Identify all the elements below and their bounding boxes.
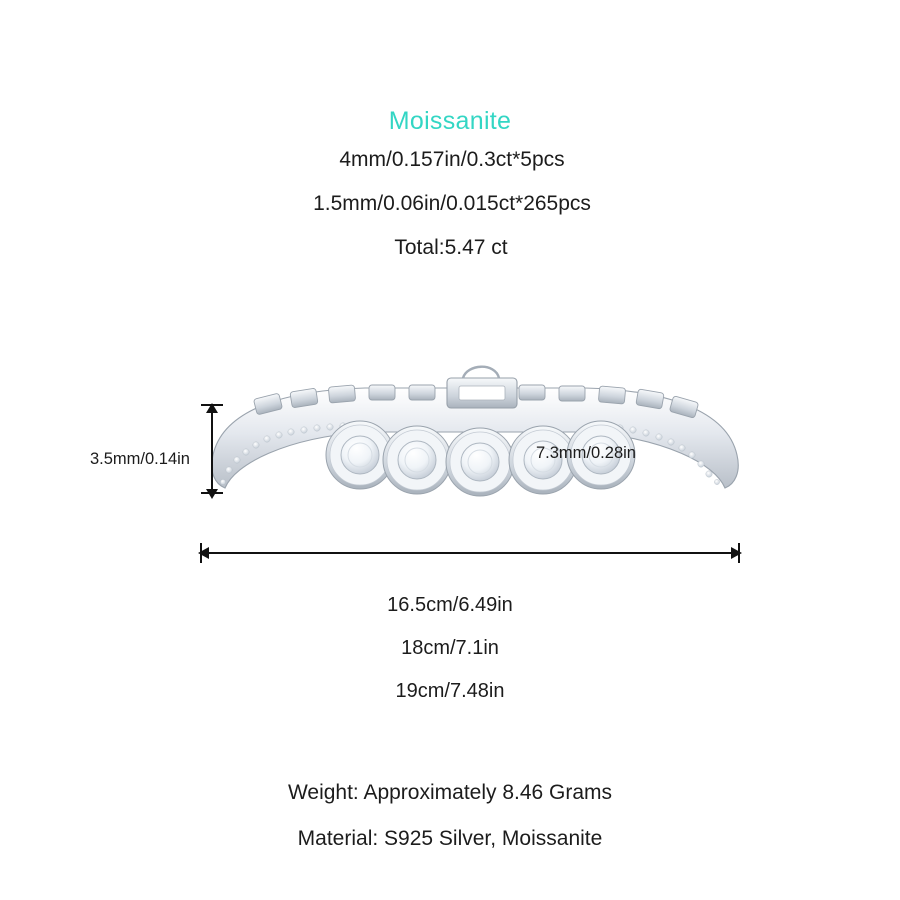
total-carat-line: Total:5.47 ct <box>394 236 508 259</box>
bracelet-image <box>195 360 755 560</box>
moissanite-title: Moissanite <box>388 107 512 135</box>
specification-block <box>0 104 900 270</box>
footer-info <box>0 770 900 862</box>
height-measurement-label: 3.5mm/0.14in <box>90 450 190 468</box>
stone-spec-line-1: 4mm/0.157in/0.3ct*5pcs <box>339 148 565 171</box>
length-option-3: 19cm/7.48in <box>395 680 505 702</box>
stone-spec-line-2: 1.5mm/0.06in/0.015ct*265pcs <box>313 192 591 215</box>
inner-width-measurement-label: 7.3mm/0.28in <box>536 444 636 462</box>
length-arrow <box>208 552 732 554</box>
length-option-1: 16.5cm/6.49in <box>387 594 513 616</box>
bracelet-clasp <box>447 367 517 408</box>
length-options <box>0 584 900 713</box>
material-line: Material: S925 Silver, Moissanite <box>297 827 603 850</box>
bracelet-illustration <box>195 360 755 560</box>
weight-line: Weight: Approximately 8.46 Grams <box>287 781 613 804</box>
length-option-2: 18cm/7.1in <box>401 637 499 659</box>
height-arrow <box>211 412 213 490</box>
